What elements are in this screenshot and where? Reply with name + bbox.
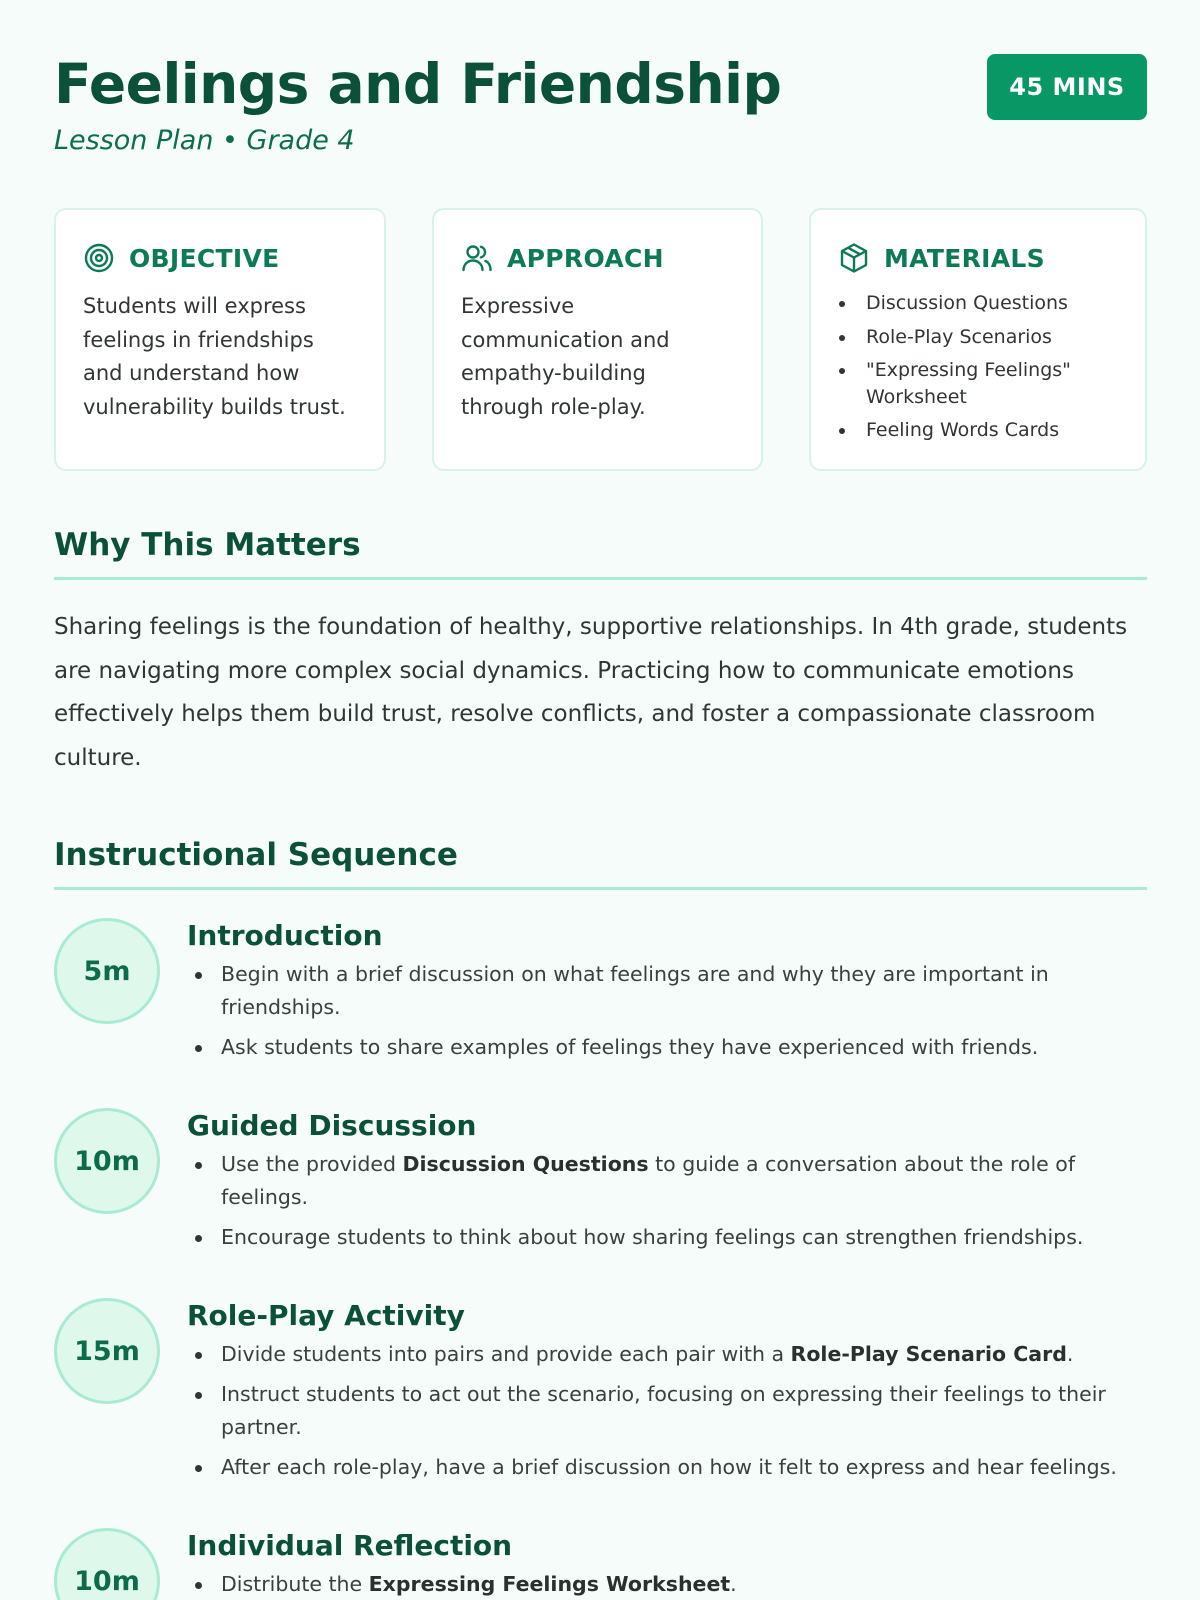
why-heading: Why This Matters [54, 527, 361, 563]
box-icon [838, 242, 870, 274]
why-divider [54, 577, 1147, 580]
step-bullet: Use the provided Discussion Questions to guide a conversation about the role of feelings. [187, 1148, 1147, 1214]
step-bullet: Distribute the Expressing Feelings Worksheet. [187, 1568, 1147, 1600]
step-bullets [187, 1148, 1147, 1254]
step-bullets [187, 958, 1147, 1064]
duration-badge: 45 MINS [987, 54, 1147, 120]
materials-list [838, 290, 1119, 444]
users-icon [461, 242, 493, 274]
lesson-plan-page [54, 0, 1147, 1600]
step-bullets [187, 1338, 1147, 1484]
sequence-divider [54, 887, 1147, 890]
step-time-badge: 10m [54, 1108, 160, 1214]
material-item: Feeling Words Cards [838, 417, 1119, 444]
materials-title: MATERIALS [884, 243, 1045, 273]
step-title: Role-Play Activity [187, 1299, 465, 1332]
step-time-badge: 5m [54, 918, 160, 1024]
material-item: Role-Play Scenarios [838, 324, 1119, 351]
step-title: Guided Discussion [187, 1109, 477, 1142]
approach-card-header [461, 238, 735, 278]
step-bullet: Ask students to share examples of feelings they have experienced with friends. [187, 1031, 1147, 1064]
material-reference: Role-Play Scenario Card [790, 1342, 1067, 1366]
step-body [187, 918, 1147, 1071]
target-icon [83, 242, 115, 274]
step-bullet: Instruct students to act out the scenario, focusing on expressing their feelings to their partner. [187, 1378, 1147, 1444]
approach-text: Expressive communication and empathy-building through role-play. [461, 294, 670, 419]
page-title: Feelings and Friendship [54, 52, 782, 116]
step-bullet: After each role-play, have a brief discussion on how it felt to express and hear feelings. [187, 1451, 1147, 1484]
step-bullets [187, 1568, 1147, 1600]
objective-title: OBJECTIVE [129, 243, 280, 273]
page-subtitle: Lesson Plan • Grade 4 [54, 125, 355, 156]
why-text: Sharing feelings is the foundation of healthy, supportive relationships. In 4th grade, students are navigating more complex social dynamics. Practicing how to communicate emotions effectively helps them build trust, resolve conflicts, and foster a compassionate classroom culture. [54, 614, 1128, 771]
objective-card-header [83, 238, 358, 278]
objective-text: Students will express feelings in friendships and understand how vulnerability builds trust. [83, 294, 346, 419]
step-title: Introduction [187, 919, 383, 952]
materials-card-header [838, 238, 1119, 278]
step-body [187, 1108, 1147, 1261]
step-time-badge: 10m [54, 1528, 160, 1600]
step-body [187, 1298, 1147, 1491]
sequence-heading: Instructional Sequence [54, 837, 458, 873]
material-item: Discussion Questions [838, 290, 1119, 317]
material-reference: Expressing Feelings Worksheet [368, 1572, 731, 1596]
step-bullet: Encourage students to think about how sharing feelings can strengthen friendships. [187, 1221, 1147, 1254]
materials-card [809, 208, 1147, 471]
step-bullet: Begin with a brief discussion on what feelings are and why they are important in friendships. [187, 958, 1147, 1024]
objective-card [54, 208, 386, 471]
step-bullet: Divide students into pairs and provide each pair with a Role-Play Scenario Card. [187, 1338, 1147, 1371]
step-title: Individual Reflection [187, 1529, 513, 1562]
step-body [187, 1528, 1147, 1600]
material-reference: Discussion Questions [402, 1152, 649, 1176]
material-item: "Expressing Feelings" Worksheet [838, 357, 1119, 410]
approach-card [432, 208, 763, 471]
step-time-badge: 15m [54, 1298, 160, 1404]
approach-title: APPROACH [507, 243, 664, 273]
